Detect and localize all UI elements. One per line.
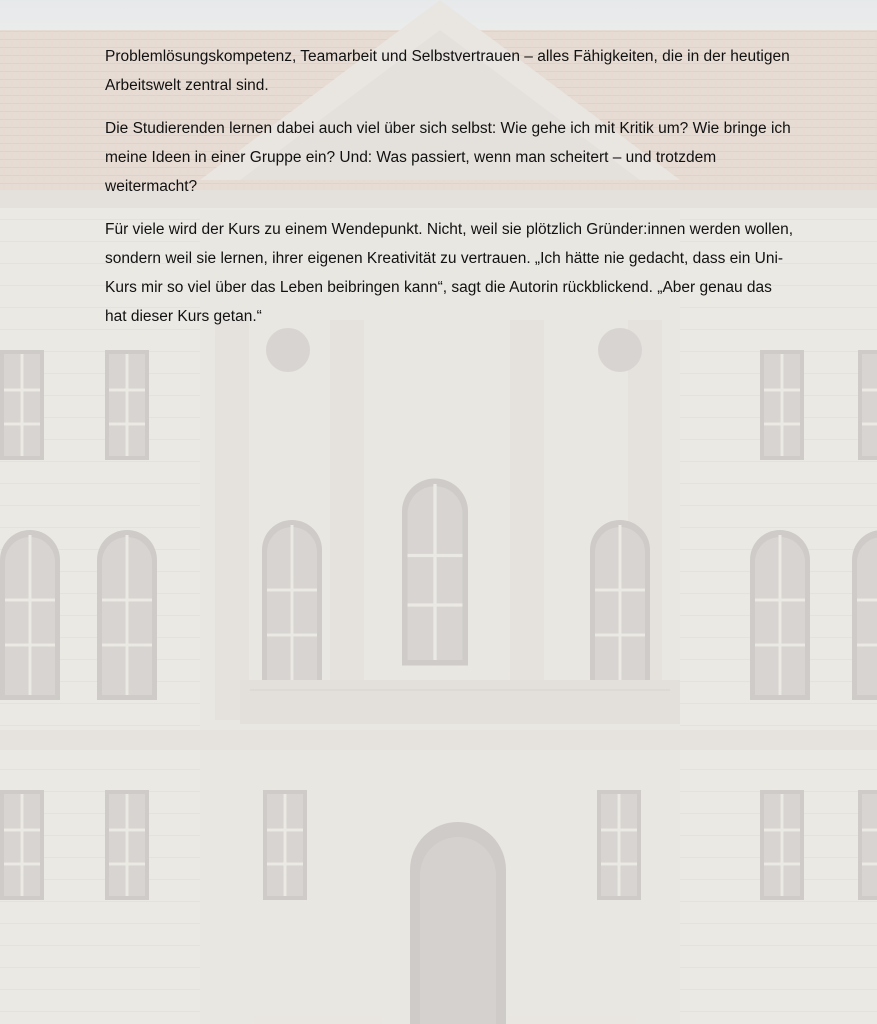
article-text (105, 42, 795, 345)
paragraph-1: Problemlösungskompetenz, Teamarbeit und Selbstvertrauen – alles Fähigkeiten, die in der heutigen Arbeitswelt zentral sind. (105, 48, 790, 94)
paragraph-2: Die Studierenden lernen dabei auch viel über sich selbst: Wie gehe ich mit Kritik um? Wie bringe ich meine Ideen in einer Gruppe ein? Und: Was passiert, wenn man scheitert – und trotzdem weitermacht? (105, 120, 791, 195)
paragraph-3: Für viele wird der Kurs zu einem Wendepunkt. Nicht, weil sie plötzlich Gründer:innen werden wollen, sondern weil sie lernen, ihrer eigenen Kreativität zu vertrauen. „Ich hätte nie gedacht, dass ein Uni-Kurs mir so viel über das Leben beibringen kann“, sagt die Autorin rückblickend. „Aber genau das hat dieser Kurs getan.“ (105, 221, 794, 325)
